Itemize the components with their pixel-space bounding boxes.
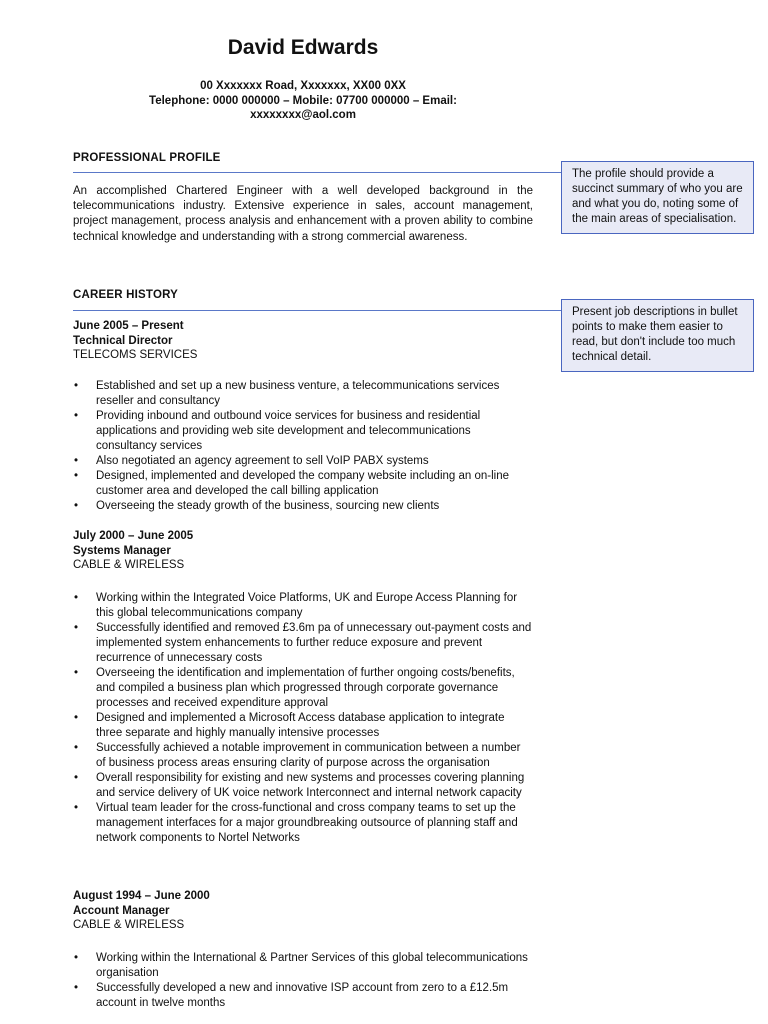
- email-line: xxxxxxxx@aol.com: [250, 109, 356, 121]
- list-item: • Designed and implemented a Microsoft Access database application to integrate three separate and highly manually intensive processes: [73, 711, 533, 741]
- career-note-connector: [553, 310, 561, 311]
- job-dates: June 2005 – Present: [73, 320, 184, 332]
- list-item: • Successfully developed a new and innovative ISP account from zero to a £12.5m account in twelve months: [73, 981, 533, 1011]
- job-bullet-list: [73, 379, 533, 514]
- candidate-name: David Edwards: [227, 36, 379, 59]
- job-dates: August 1994 – June 2000: [73, 890, 210, 902]
- profile-note-connector: [553, 172, 561, 173]
- contact-block: [60, 79, 546, 123]
- list-item: • Overseeing the identification and implementation of further ongoing costs/benefits, and compiled a business plan which progressed through corporate governance processes and received expenditure approval: [73, 666, 533, 711]
- list-item: • Successfully identified and removed £3.6m pa of unnecessary out-payment costs and implemented system enhancements to further reduce exposure and prevent recurrence of unnecessary costs: [73, 621, 533, 666]
- list-item: • Overseeing the steady growth of the business, sourcing new clients: [73, 499, 533, 514]
- list-item: • Providing inbound and outbound voice services for business and residential applications and providing web site development and telecommunications consultancy services: [73, 409, 533, 454]
- list-item: • Also negotiated an agency agreement to sell VoIP PABX systems: [73, 454, 533, 469]
- job-bullet-list: [73, 951, 533, 1011]
- list-item: • Virtual team leader for the cross-functional and cross company teams to set up the management interfaces for a major groundbreaking outsource of planning staff and network components to Nortel Networks: [73, 801, 533, 846]
- career-note-box: Present job descriptions in bullet points to make them easier to read, but don't include too much technical detail.: [561, 299, 754, 372]
- job-company: CABLE & WIRELESS: [73, 919, 185, 931]
- job-role: Technical Director: [73, 334, 173, 347]
- profile-section-title: PROFESSIONAL PROFILE: [73, 152, 221, 164]
- profile-note-box: The profile should provide a succinct summary of who you are and what you do, noting some of the main areas of specialisation.: [561, 161, 754, 234]
- career-section-title: CAREER HISTORY: [73, 289, 179, 301]
- career-section-rule: [73, 310, 553, 311]
- address-line: 00 Xxxxxxx Road, Xxxxxxx, XX00 0XX: [200, 80, 406, 92]
- job-dates: July 2000 – June 2005: [73, 530, 194, 542]
- list-item: • Designed, implemented and developed the company website including an on-line customer area and developed the call billing application: [73, 469, 533, 499]
- profile-summary: An accomplished Chartered Engineer with a well developed background in the telecommunications industry. Extensive experience in sales, account management, project management, process analysis and enhancement with a proven ability to combine technical knowledge and understanding with a strong commercial awareness.: [73, 185, 533, 243]
- list-item: • Established and set up a new business venture, a telecommunications services reseller and consultancy: [73, 379, 533, 409]
- job-entry-header: [73, 889, 210, 933]
- list-item: • Overall responsibility for existing and new systems and processes covering planning and service delivery of UK voice network Interconnect and internal network capacity: [73, 771, 533, 801]
- job-entry-header: [73, 319, 197, 363]
- job-company: TELECOMS SERVICES: [73, 349, 198, 361]
- job-role: Systems Manager: [73, 544, 171, 557]
- job-bullet-list: [73, 591, 533, 846]
- phone-line: Telephone: 0000 000000 – Mobile: 07700 000000 – Email:: [149, 94, 457, 107]
- job-role: Account Manager: [73, 904, 170, 917]
- list-item: • Successfully achieved a notable improvement in communication between a number of business process areas ensuring clarity of purpose across the organisation: [73, 741, 533, 771]
- list-item: • Working within the International & Partner Services of this global telecommunications organisation: [73, 951, 533, 981]
- list-item: • Working within the Integrated Voice Platforms, UK and Europe Access Planning for this global telecommunications company: [73, 591, 533, 621]
- job-company: CABLE & WIRELESS: [73, 559, 185, 571]
- profile-section-rule: [73, 172, 553, 173]
- job-entry-header: [73, 529, 193, 573]
